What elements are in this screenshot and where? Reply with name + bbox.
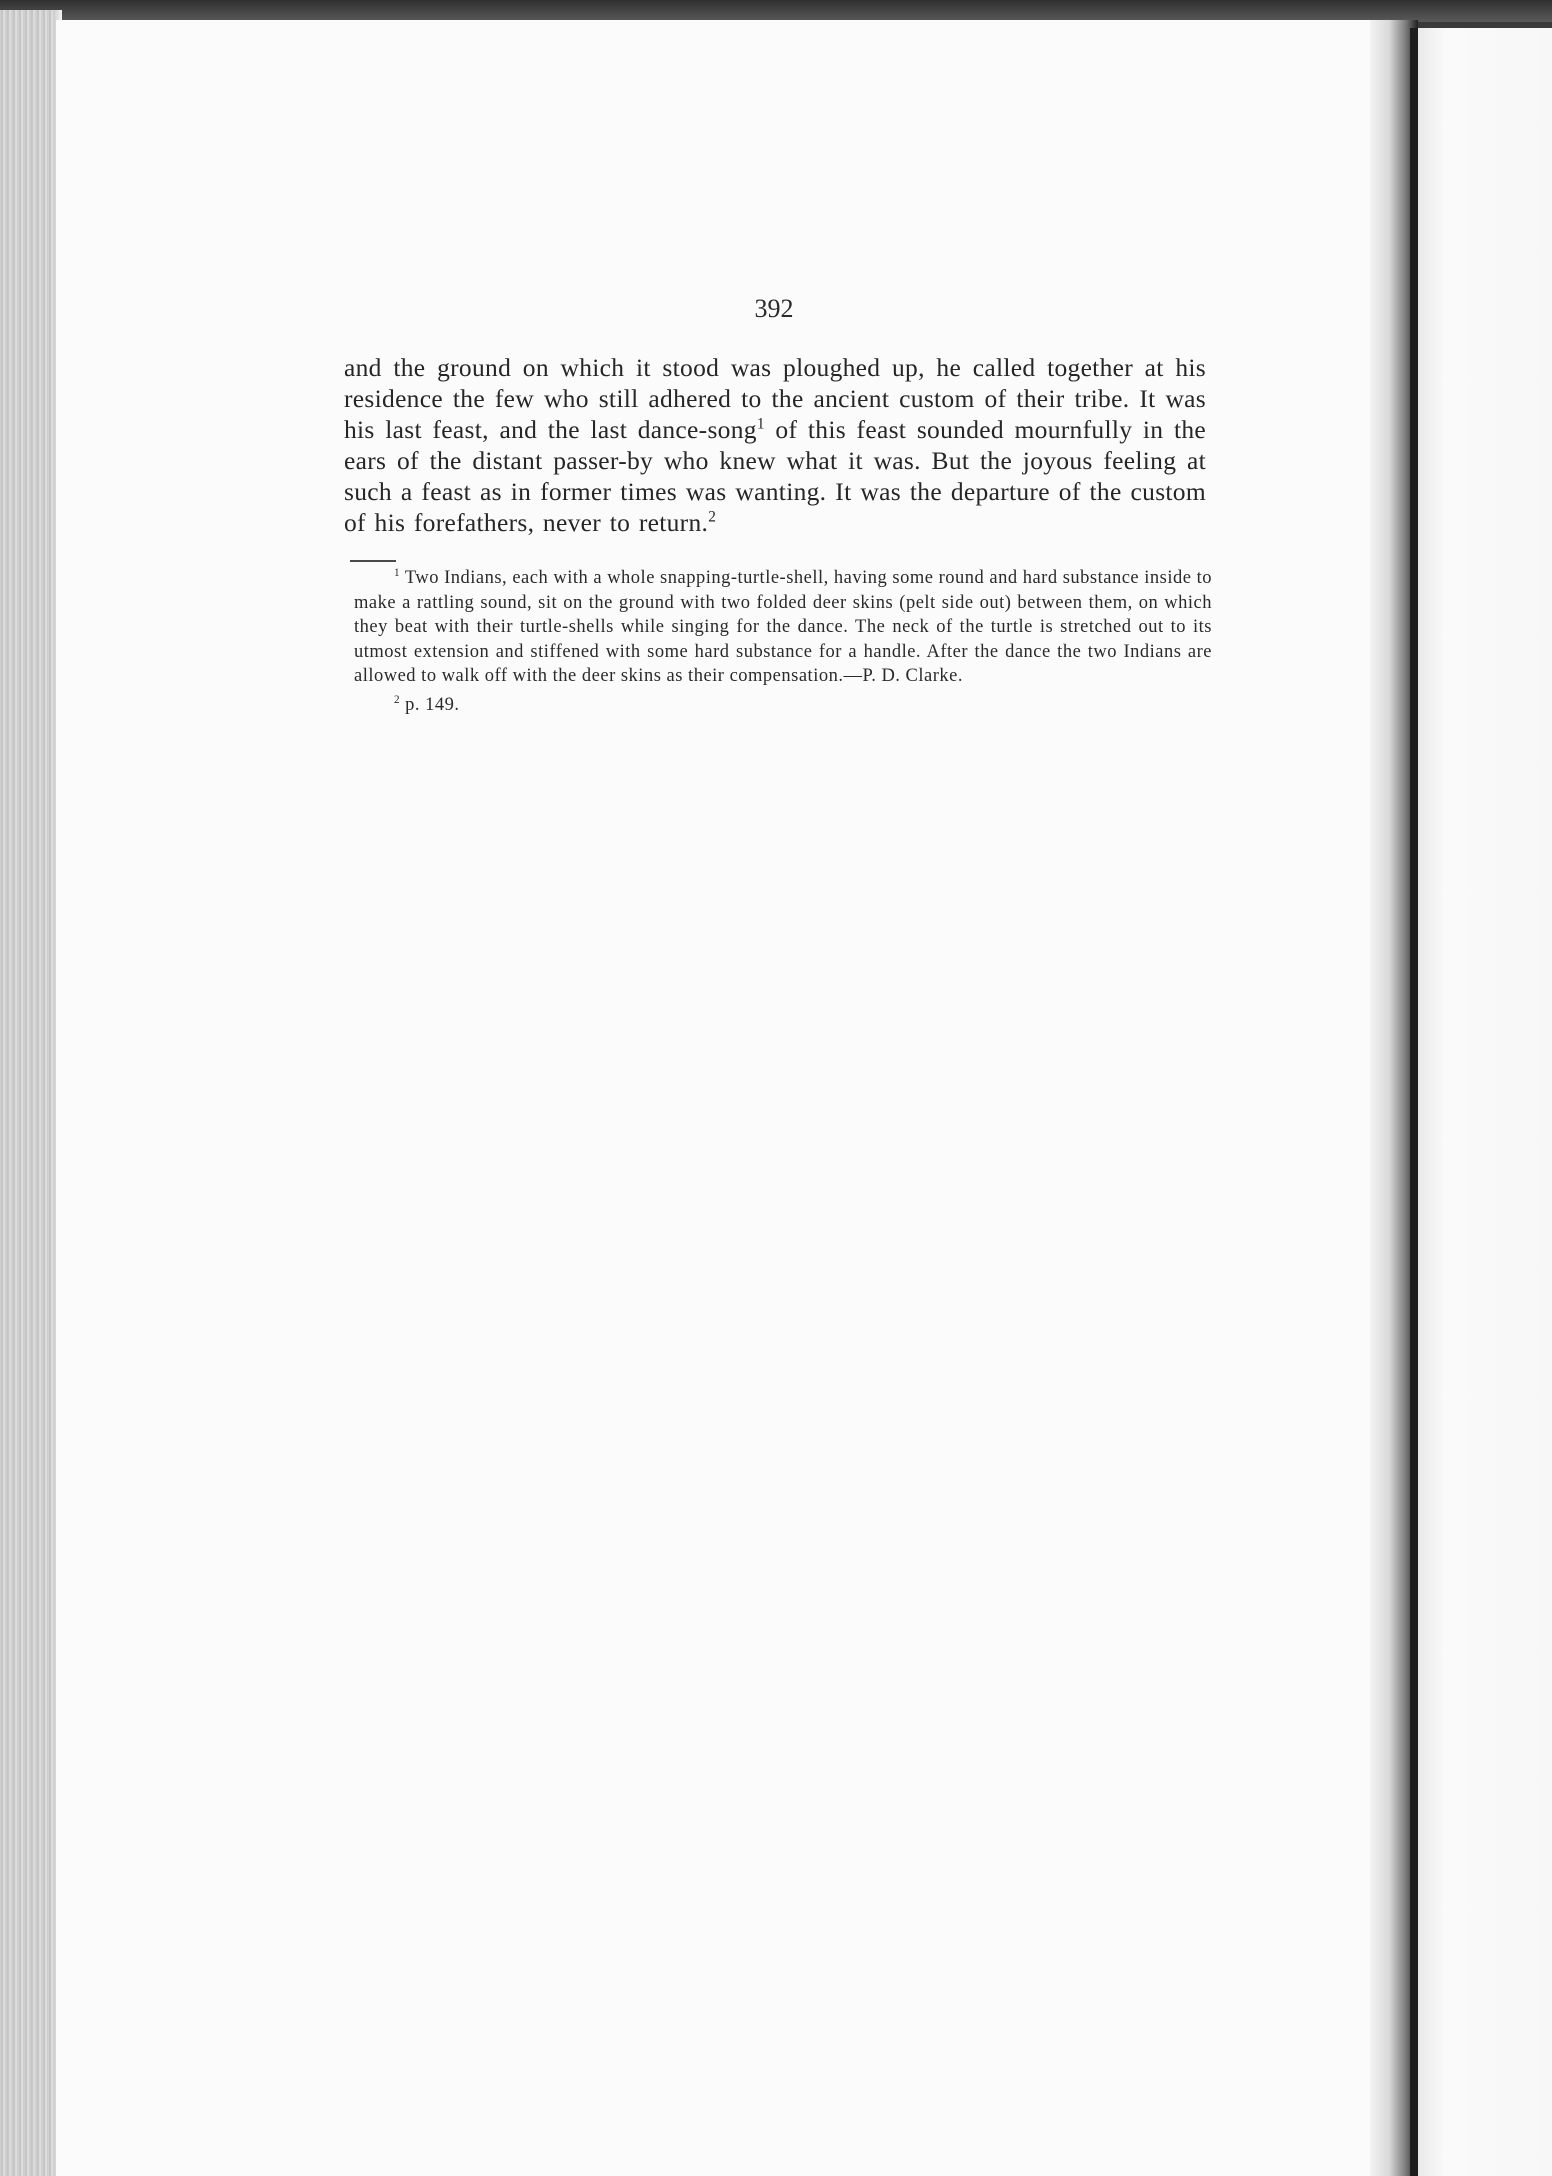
footnote-1	[354, 566, 1212, 689]
footnote-marker: 2	[394, 693, 401, 706]
body-paragraph	[344, 352, 1206, 538]
footnote-marker: 1	[394, 566, 401, 579]
scanner-background	[0, 0, 1552, 22]
footnote-2	[354, 693, 1212, 718]
book-page-edges	[0, 10, 62, 2176]
footnote-reference-2: 2	[708, 508, 717, 526]
footnotes-section	[354, 556, 1212, 717]
page-number: 392	[754, 294, 794, 323]
footnote-reference-1: 1	[756, 415, 765, 433]
body-text-part-1: and the ground on which it stood was ploughed up, he called together at his residence the few who still adhered to the ancient custom of their tribe. It was his last feast, and the last dance-song	[344, 353, 1206, 444]
footnote-text: p. 149.	[400, 694, 460, 715]
facing-page-edge	[1410, 28, 1418, 2176]
body-text-part-2: of this feast sounded mournfully in the ears of the distant passer-by who knew what it was. But the joyous feeling at such a feast as in former times was wanting. It was the departure of the custom of his forefathers, never to return.	[344, 415, 1207, 537]
book-page	[56, 20, 1412, 2176]
footnote-text: Two Indians, each with a whole snapping-turtle-shell, having some round and hard substance inside to make a rattling sound, sit on the ground with two folded deer skins (pelt side out) between them, on which they beat with their turtle-shells while singing for the dance. The neck of the turtle is stretched out to its utmost extension and stiffened with some hard substance for a handle. After the dance the two Indians are allowed to walk off with the deer skins as their compensation.—P. D. Clarke.	[354, 568, 1212, 686]
facing-page	[1418, 28, 1552, 2176]
